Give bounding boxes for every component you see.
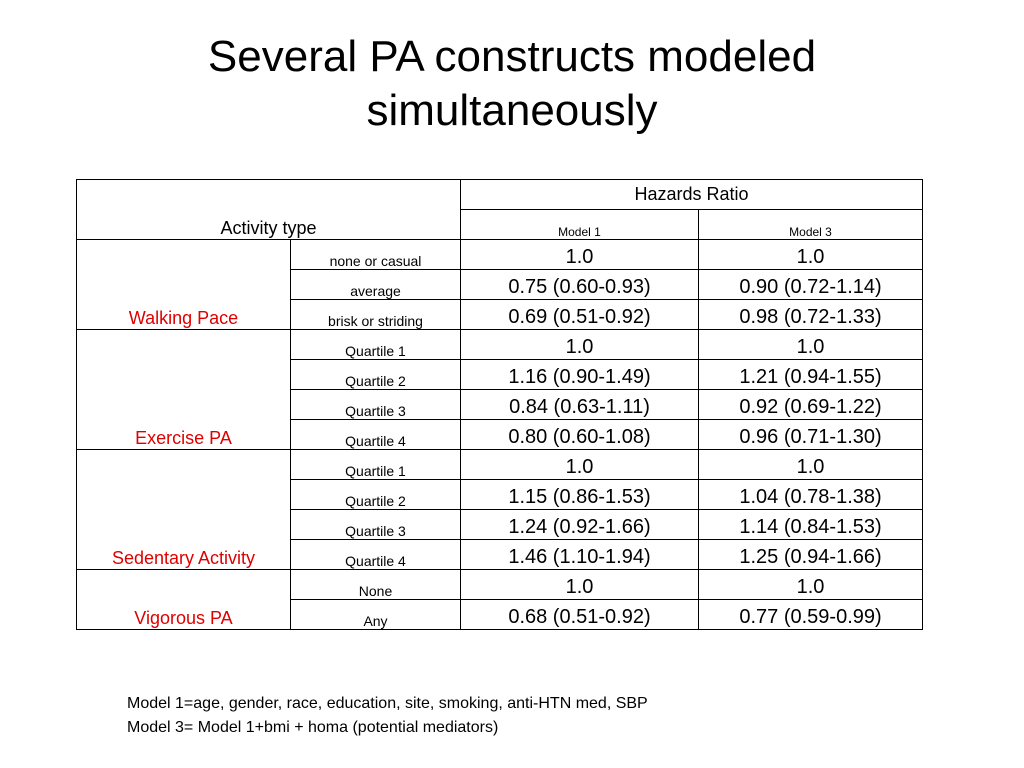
group-label: Exercise PA [77, 330, 291, 450]
level-label: Quartile 1 [291, 450, 461, 480]
header-row-1 [77, 180, 923, 210]
table-row [77, 240, 923, 270]
level-label: Quartile 1 [291, 330, 461, 360]
table-row [77, 450, 923, 480]
model3-value: 1.0 [699, 570, 923, 600]
slide-title-line2: simultaneously [366, 86, 658, 135]
model3-value: 0.90 (0.72-1.14) [699, 270, 923, 300]
activity-type-header: Activity type [77, 180, 461, 240]
model1-value: 1.24 (0.92-1.66) [461, 510, 699, 540]
model3-value: 1.0 [699, 450, 923, 480]
level-label: Quartile 4 [291, 540, 461, 570]
level-label: Any [291, 600, 461, 630]
model1-value: 0.80 (0.60-1.08) [461, 420, 699, 450]
table-row [77, 330, 923, 360]
level-label: Quartile 3 [291, 390, 461, 420]
model1-value: 1.0 [461, 240, 699, 270]
model1-value: 0.75 (0.60-0.93) [461, 270, 699, 300]
model3-value: 1.14 (0.84-1.53) [699, 510, 923, 540]
model3-header: Model 3 [699, 210, 923, 240]
level-label: Quartile 4 [291, 420, 461, 450]
slide-title [0, 30, 1024, 138]
level-label: None [291, 570, 461, 600]
model1-value: 0.68 (0.51-0.92) [461, 600, 699, 630]
group-label: Vigorous PA [77, 570, 291, 630]
model1-value: 1.0 [461, 450, 699, 480]
model1-value: 0.84 (0.63-1.11) [461, 390, 699, 420]
hazards-ratio-header: Hazards Ratio [461, 180, 923, 210]
model3-value: 0.92 (0.69-1.22) [699, 390, 923, 420]
table-body [77, 240, 923, 630]
group-label: Walking Pace [77, 240, 291, 330]
model1-value: 1.0 [461, 570, 699, 600]
model1-value: 1.16 (0.90-1.49) [461, 360, 699, 390]
model1-value: 0.69 (0.51-0.92) [461, 300, 699, 330]
model1-value: 1.0 [461, 330, 699, 360]
model3-value: 0.77 (0.59-0.99) [699, 600, 923, 630]
footnote-model3: Model 3= Model 1+bmi + homa (potential mediators) [127, 719, 499, 736]
level-label: brisk or striding [291, 300, 461, 330]
level-label: Quartile 3 [291, 510, 461, 540]
hazards-ratio-table [76, 179, 923, 630]
level-label: Quartile 2 [291, 480, 461, 510]
table-row [77, 570, 923, 600]
model3-value: 1.21 (0.94-1.55) [699, 360, 923, 390]
model3-value: 1.04 (0.78-1.38) [699, 480, 923, 510]
group-label: Sedentary Activity [77, 450, 291, 570]
level-label: none or casual [291, 240, 461, 270]
slide-title-line1: Several PA constructs modeled [207, 32, 817, 81]
model1-value: 1.46 (1.10-1.94) [461, 540, 699, 570]
model1-header: Model 1 [461, 210, 699, 240]
model3-value: 1.0 [699, 240, 923, 270]
model1-value: 1.15 (0.86-1.53) [461, 480, 699, 510]
model3-value: 1.0 [699, 330, 923, 360]
footnotes [127, 692, 648, 740]
model3-value: 1.25 (0.94-1.66) [699, 540, 923, 570]
level-label: Quartile 2 [291, 360, 461, 390]
model3-value: 0.98 (0.72-1.33) [699, 300, 923, 330]
footnote-model1: Model 1=age, gender, race, education, site, smoking, anti-HTN med, SBP [127, 695, 648, 712]
model3-value: 0.96 (0.71-1.30) [699, 420, 923, 450]
level-label: average [291, 270, 461, 300]
